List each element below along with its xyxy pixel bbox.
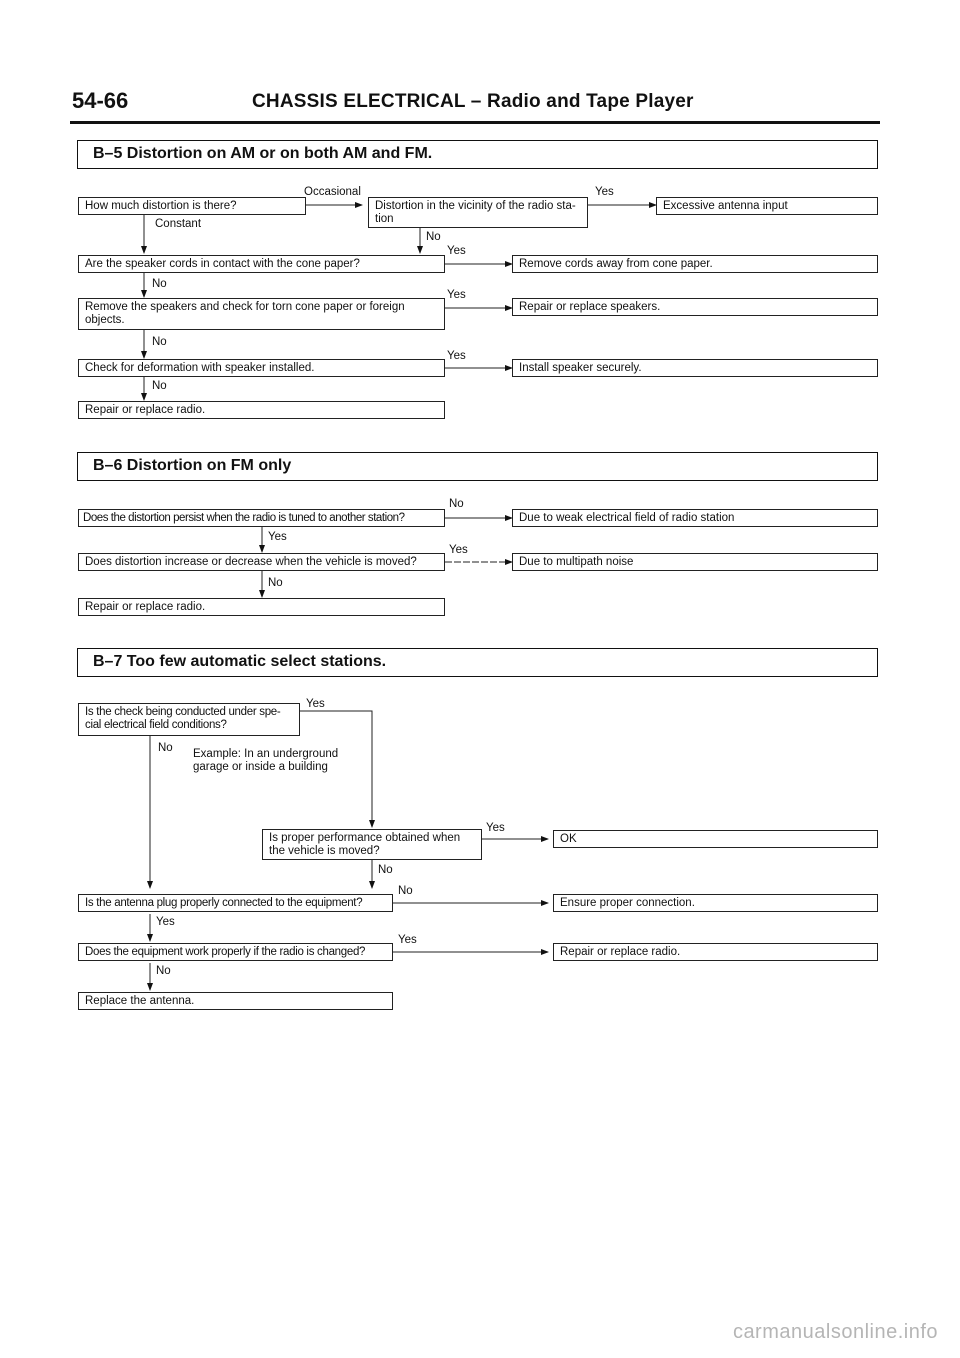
b5-q-torn-cone: Remove the speakers and check for torn cone paper or foreign objects. (78, 298, 445, 330)
b5-q-deformation: Check for deformation with speaker installed. (78, 359, 445, 377)
b5-label-yes: Yes (447, 289, 466, 301)
page-title: CHASSIS ELECTRICAL – Radio and Tape Player (252, 91, 694, 112)
b7-q-antenna-plug: Is the antenna plug properly connected to the equipment? (78, 894, 393, 912)
b5-q-distortion-amount: How much distortion is there? (78, 197, 306, 215)
b5-q-vicinity: Distortion in the vicinity of the radio sta-tion (368, 197, 588, 228)
b5-q-speaker-cords: Are the speaker cords in contact with the cone paper? (78, 255, 445, 273)
b7-r-repair-radio: Repair or replace radio. (553, 943, 878, 961)
b7-label-yes: Yes (306, 698, 325, 710)
b6-q-increase: Does distortion increase or decrease when the vehicle is moved? (78, 553, 445, 571)
b7-r-ensure-connection: Ensure proper connection. (553, 894, 878, 912)
page-number: 54-66 (72, 88, 129, 113)
b7-r-replace-antenna: Replace the antenna. (78, 992, 393, 1010)
b7-label-yes: Yes (156, 916, 175, 928)
b6-label-yes: Yes (449, 544, 468, 556)
b7-q-equipment: Does the equipment work properly if the radio is changed? (78, 943, 393, 961)
b6-q-persist: Does the distortion persist when the radio is tuned to another station? (78, 509, 445, 527)
b7-label-yes: Yes (486, 822, 505, 834)
b5-label-no: No (152, 278, 167, 290)
b5-r-excessive-antenna: Excessive antenna input (656, 197, 878, 215)
b5-label-yes: Yes (447, 245, 466, 257)
b5-label-yes: Yes (595, 186, 614, 198)
section-b6-heading: B–6 Distortion on FM only (77, 452, 878, 481)
b7-note-example: Example: In an underground garage or inside a building (193, 748, 339, 773)
b7-label-yes: Yes (398, 934, 417, 946)
b7-r-ok: OK (553, 830, 878, 848)
b5-label-no: No (426, 231, 441, 243)
b7-label-no: No (378, 864, 393, 876)
watermark-text: carmanualsonline.info (732, 1321, 938, 1343)
b7-label-no: No (398, 885, 413, 897)
section-b5-heading: B–5 Distortion on AM or on both AM and FM. (77, 140, 878, 169)
section-b7-heading: B–7 Too few automatic select stations. (77, 648, 878, 677)
b5-r-remove-cords: Remove cords away from cone paper. (512, 255, 878, 273)
b5-label-no: No (152, 336, 167, 348)
b5-r-install-speaker: Install speaker securely. (512, 359, 878, 377)
b5-r-repair-radio: Repair or replace radio. (78, 401, 445, 419)
b5-label-constant: Constant (155, 218, 202, 230)
b6-label-yes: Yes (268, 531, 287, 543)
b6-r-repair-radio: Repair or replace radio. (78, 598, 445, 616)
b7-label-no: No (156, 965, 171, 977)
b5-label-yes: Yes (447, 350, 466, 362)
b5-r-repair-speakers: Repair or replace speakers. (512, 298, 878, 316)
b6-label-no: No (449, 498, 464, 510)
b6-r-weak-field: Due to weak electrical field of radio station (512, 509, 878, 527)
b7-label-no: No (158, 742, 173, 754)
b5-label-no: No (152, 380, 167, 392)
b6-r-multipath: Due to multipath noise (512, 553, 878, 571)
b7-q-special-field: Is the check being conducted under spe-cial electrical field conditions? (78, 703, 300, 736)
b6-label-no: No (268, 577, 283, 589)
b5-label-occasional: Occasional (304, 186, 361, 198)
b7-q-performance: Is proper performance obtained when the vehicle is moved? (262, 829, 482, 860)
